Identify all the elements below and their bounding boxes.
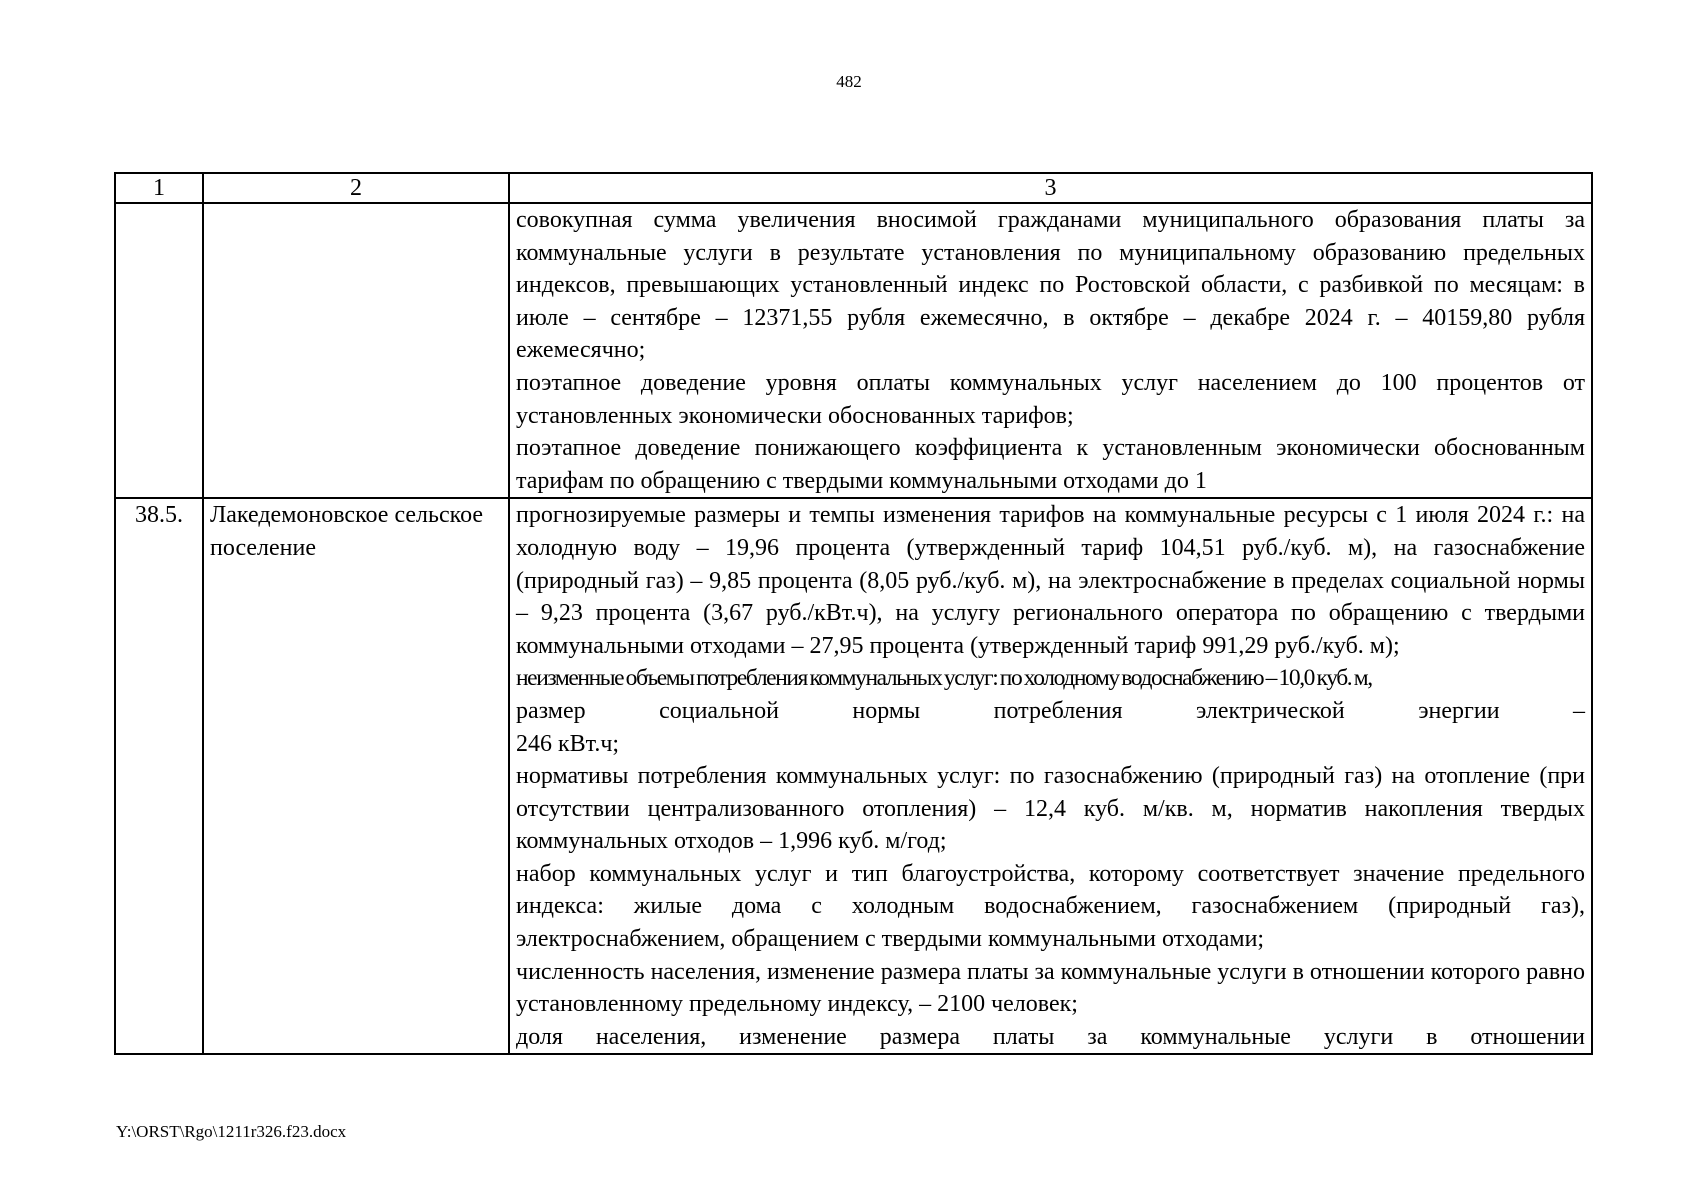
tariff-table	[114, 172, 1593, 1055]
paragraph: неизменные объемы потребления коммунальных услуг: по холодному водоснабжению – 10,0 куб. м,	[516, 665, 1372, 692]
header-col-1: 1	[115, 173, 203, 203]
paragraph: численность населения, изменение размера платы за коммунальные услуги в отношении которого равно установленному предельному индексу, – 2100 человек;	[516, 958, 1585, 1018]
paragraph: поэтапное доведение уровня оплаты коммунальных услуг населением до 100 процентов от установленных экономически обоснованных тарифов;	[516, 369, 1585, 429]
header-col-3: 3	[509, 173, 1592, 203]
row-number-cell	[115, 203, 203, 498]
paragraph: нормативы потребления коммунальных услуг: по газоснабжению (природный газ) на отопление (при отсутствии централизованного отопления) – 12,4 куб. м/кв. м, норматив накопления твердых коммунальных отходов – 1,996 куб. м/год;	[516, 763, 1585, 855]
paragraph: прогнозируемые размеры и темпы изменения тарифов на коммунальные ресурсы с 1 июля 2024 г.: на холодную воду – 19,96 процента (утвержденный тариф 104,51 руб./куб. м), на газоснабжение (природный газ) – 9,85 процента (8,05 руб./куб. м), на электроснабжение в пределах социальной нормы – 9,23 процента (3,67 руб./кВт.ч), на услугу регионального оператора по обращению с твердыми коммунальными отходами – 27,95 процента (утвержденный тариф 991,29 руб./куб. м);	[516, 502, 1585, 659]
paragraph: поэтапное доведение понижающего коэффициента к установленным экономически обоснованным тарифам по обращению с твердыми коммунальными отходами до 1	[516, 435, 1585, 494]
paragraph: доля населения, изменение размера платы за коммунальные услуги в отношении	[516, 1023, 1585, 1050]
paragraph: набор коммунальных услуг и тип благоустройства, которому соответствует значение предельного индекса: жилые дома с холодным водоснабжением, газоснабжением (природный газ), электроснабжением, обращением с твердыми коммунальными отходами;	[516, 860, 1585, 953]
page-number: 482	[836, 72, 862, 91]
table-row-continuation	[115, 203, 1592, 498]
header-col-2: 2	[203, 173, 509, 203]
table-row-38-5	[115, 498, 1592, 1054]
paragraph: размер социальной нормы потребления электрической энергии –	[516, 697, 1585, 724]
row-name-cell: Лакедемоновское сельское поселение	[203, 498, 509, 1054]
row-text-cell	[509, 498, 1592, 1054]
paragraph: 246 кВт.ч;	[516, 730, 620, 757]
row-name-cell	[203, 203, 509, 498]
table-header-row	[115, 173, 1592, 203]
row-number-cell: 38.5.	[115, 498, 203, 1054]
document-file-path: Y:\ORST\Rgo\1211r326.f23.docx	[116, 1122, 347, 1141]
paragraph: совокупная сумма увеличения вносимой гражданами муниципального образования платы за коммунальные услуги в результате установления по муниципальному образованию предельных индексов, превышающих установленный индекс по Ростовской области, с разбивкой по месяцам: в июле – сентябре – 12371,55 рубля ежемесячно, в октябре – декабре 2024 г. – 40159,80 рубля ежемесячно;	[516, 207, 1585, 364]
row-text-cell	[509, 203, 1592, 498]
